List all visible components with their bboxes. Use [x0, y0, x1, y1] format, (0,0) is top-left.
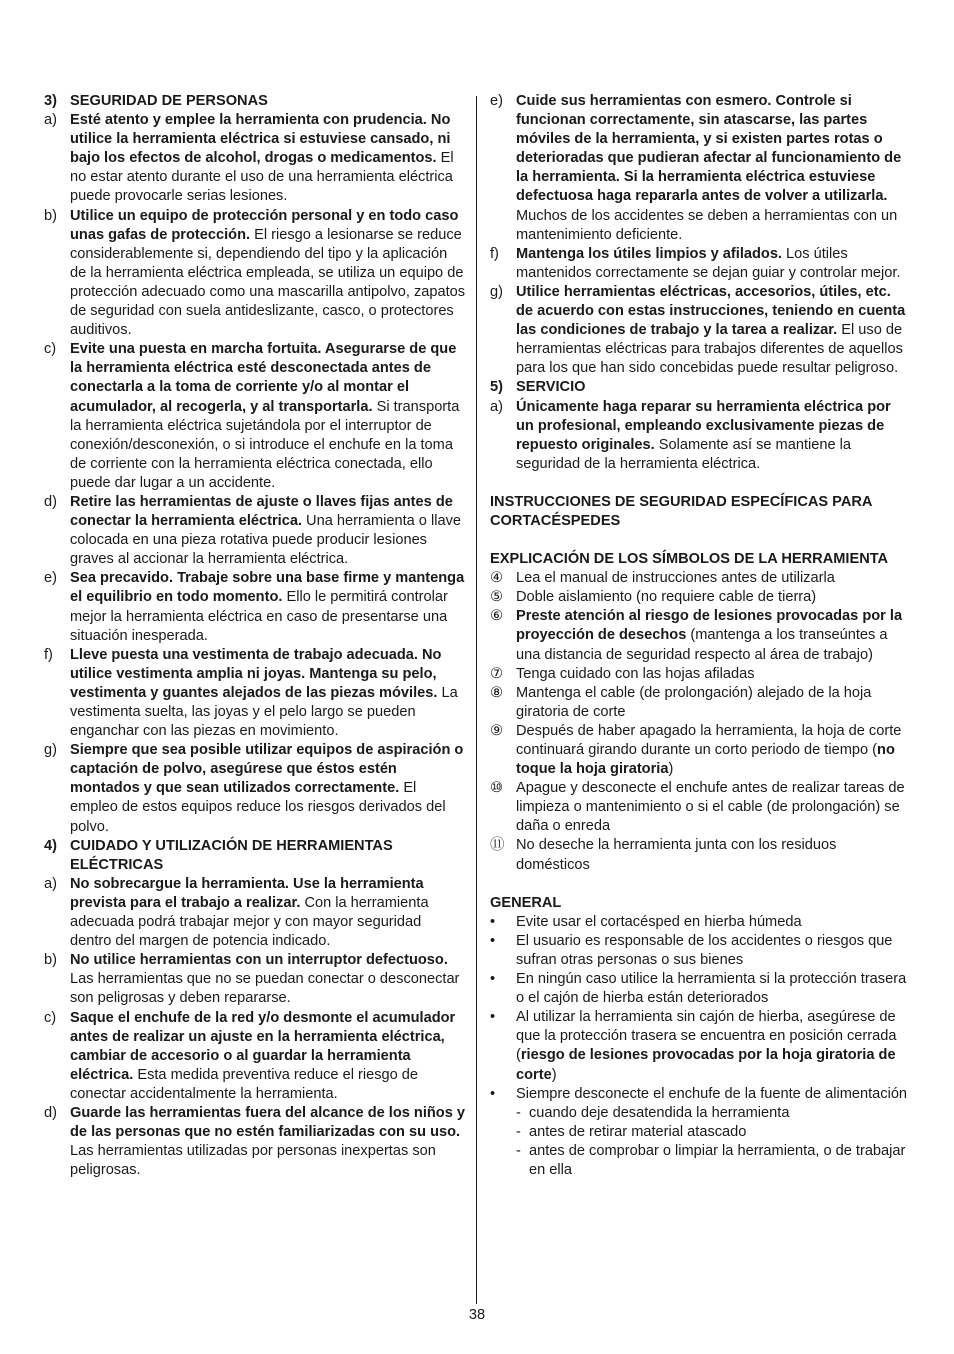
item-bold: Esté atento y emplee la herramienta con prudencia. No utilice la herramienta eléctrica si estuviese cansado, ni bajo los efectos de alcohol, drogas o medicamentos. [70, 112, 451, 167]
spacer [490, 474, 910, 493]
symbol-number: ⑧ [490, 684, 504, 701]
item-body: Con la herramienta adecuada podrá trabajar mejor y con mayor seguridad dentro del margen de potencia indicado. [70, 894, 429, 950]
bullet-item [490, 1008, 910, 1084]
item-label: e) [44, 570, 57, 587]
bullet-text: En ningún caso utilice la herramienta si la protección trasera o el cajón de hierba están deteriorados [516, 971, 907, 1007]
item-label: c) [44, 1009, 57, 1026]
dash: - [516, 1123, 521, 1140]
bullet-item [490, 1085, 910, 1104]
symbol-text: Mantenga el cable (de prolongación) alejado de la hoja giratoria de corte [516, 684, 872, 720]
symbol-item [490, 588, 910, 607]
section-title: SERVICIO [516, 379, 586, 396]
item-text [70, 1104, 466, 1180]
list-item [44, 741, 466, 836]
item-text [70, 741, 466, 836]
dash-text: antes de retirar material atascado [529, 1123, 747, 1140]
list-item [490, 398, 910, 474]
list-item [490, 245, 910, 283]
bullet-text [516, 1008, 910, 1084]
left-column [44, 92, 466, 1180]
symbol-text: No deseche la herramienta junta con los residuos domésticos [516, 837, 837, 873]
item-label: a) [44, 875, 57, 892]
item-body: El riesgo a lesionarse se reduce considerablemente si, dependiendo del tipo y la aplicación de la herramienta eléctrica empleada, se utiliza un equipo de protección adecuado como una mascarilla antipolvo, zapatos de seguridad con suela antideslizante, casco, o protectores auditivos. [70, 226, 466, 339]
symbol-number: ⑪ [490, 837, 505, 854]
symbol-bold: no toque la hoja giratoria [516, 742, 895, 778]
list-item [44, 1104, 466, 1180]
item-body: Esta medida preventiva reduce el riesgo de conectar accidentalmente la herramienta. [70, 1066, 419, 1102]
symbol-item [490, 836, 910, 874]
item-label: g) [490, 283, 503, 300]
symbol-number: ⑦ [490, 665, 504, 682]
item-body: El uso de herramientas eléctricas para trabajos diferentes de aquellos para los que han sido concebidas puede resultar peligroso. [516, 322, 903, 377]
item-bold: Utilice un equipo de protección personal y en todo caso unas gafas de protección. [70, 207, 459, 243]
symbol-text: Tenga cuidado con las hojas afiladas [516, 665, 755, 682]
item-body: El no estar atento durante el uso de una herramienta eléctrica puede provocarle serias lesiones. [70, 150, 454, 205]
list-item [44, 646, 466, 741]
item-label: b) [44, 207, 57, 224]
symbol-number: ⑩ [490, 780, 504, 797]
item-text [516, 245, 910, 283]
list-item [44, 340, 466, 493]
symbols-heading: EXPLICACIÓN DE LOS SÍMBOLOS DE LA HERRAMIENTA [490, 551, 889, 568]
item-text [70, 1009, 466, 1104]
symbol-item [490, 684, 910, 722]
symbol-body: (mantenga a los transeúntes a una distancia de seguridad respecto al área de trabajo) [516, 627, 888, 663]
item-text [70, 493, 466, 569]
list-item [490, 92, 910, 245]
item-body: Muchos de los accidentes se deben a herramientas con un mantenimiento deficiente. [516, 207, 898, 243]
section-3-heading [44, 92, 466, 111]
item-body: Las herramientas que no se puedan conectar o desconectar son peligrosas y deben repararse. [70, 971, 460, 1007]
bullet: • [490, 1009, 496, 1026]
item-bold: Saque el enchufe de la red y/o desmonte el acumulador antes de realizar un ajuste en la herramienta eléctrica, cambiar de accesorio o al guardar la herramienta eléctrica. [70, 1009, 456, 1083]
item-bold: Siempre que sea posible utilizar equipos de aspiración o captación de polvo, asegúrese que éstos estén montados y que sean utilizados correctamente. [70, 742, 464, 797]
section-5-heading [490, 378, 910, 397]
dash-item [490, 1123, 910, 1142]
item-body: Ello le permitirá controlar mejor la herramienta eléctrica en caso de presentarse una situación inesperada. [70, 589, 448, 644]
column-divider [476, 96, 477, 1304]
list-item [44, 207, 466, 341]
list-item [490, 283, 910, 378]
bullet-bold: riesgo de lesiones provocadas por la hoja giratoria de corte [516, 1047, 896, 1083]
symbol-bold: Preste atención al riesgo de lesiones provocadas por la proyección de desechos [516, 608, 903, 644]
bullet-body: Al utilizar la herramienta sin cajón de hierba, asegúrese de que la protección trasera se encuentra en posición cerrada ( [516, 1009, 897, 1064]
page-number: 38 [468, 1307, 486, 1323]
item-body: El empleo de estos equipos reduce los riesgos derivados del polvo. [70, 780, 446, 835]
item-label: f) [490, 245, 499, 262]
symbol-body-end: ) [668, 761, 674, 778]
list-item [44, 569, 466, 645]
bullet-body-end: ) [551, 1066, 557, 1083]
item-bold: Guarde las herramientas fuera del alcance de los niños y de las personas que no estén familiarizadas con su uso. [70, 1104, 466, 1141]
bullet-text: El usuario es responsable de los accidentes o riesgos que sufran otras personas o sus bienes [516, 932, 893, 968]
bullet-item [490, 913, 910, 932]
item-text [70, 569, 466, 645]
item-label: a) [490, 398, 503, 415]
item-bold: Únicamente haga reparar su herramienta eléctrica por un profesional, empleando exclusivamente piezas de repuesto originales. [516, 398, 891, 453]
symbol-text: Lea el manual de instrucciones antes de utilizarla [516, 570, 835, 587]
item-label: d) [44, 493, 57, 510]
spacer [490, 875, 910, 894]
item-body: Las herramientas utilizadas por personas inexpertas son peligrosas. [70, 1143, 436, 1179]
bullet-item [490, 932, 910, 970]
item-text [70, 646, 466, 741]
section-4-heading [44, 837, 466, 875]
bullet: • [490, 913, 496, 930]
list-item [44, 1009, 466, 1104]
item-label: b) [44, 952, 57, 969]
item-bold: Lleve puesta una vestimenta de trabajo adecuada. No utilice vestimenta amplia ni joyas. Mantenga su pelo, vestimenta y guantes alejados de las piezas móviles. [70, 646, 442, 701]
list-item [44, 951, 466, 1008]
section-number: 5) [490, 379, 503, 396]
symbol-text [516, 607, 910, 664]
item-text [516, 92, 910, 245]
bullet: • [490, 971, 496, 988]
spacer [490, 531, 910, 550]
dash-text: cuando deje desatendida la herramienta [529, 1104, 790, 1121]
item-text [70, 875, 466, 951]
specific-instructions-heading: INSTRUCCIONES DE SEGURIDAD ESPECÍFICAS PARA CORTACÉSPEDES [490, 493, 872, 529]
symbol-item [490, 722, 910, 779]
item-label: f) [44, 646, 53, 663]
dash-text: antes de comprobar o limpiar la herramienta, o de trabajar en ella [529, 1142, 906, 1178]
item-text [70, 207, 466, 341]
item-text [516, 283, 910, 378]
item-label: d) [44, 1104, 57, 1121]
bullet-text: Evite usar el cortacésped en hierba húmeda [516, 913, 802, 930]
item-text [516, 398, 910, 474]
item-bold: No sobrecargue la herramienta. Use la herramienta prevista para el trabajo a realizar. [70, 875, 424, 911]
item-body: Una herramienta o llave colocada en una pieza rotativa puede producir lesiones graves al accionar la herramienta eléctrica. [70, 513, 461, 568]
item-body: Si transporta la herramienta eléctrica sujetándola por el interruptor de conexión/desconexión, o si introduce el enchufe en la toma de corriente con la herramienta eléctrica conectada, ello puede dar lugar a un accidente. [70, 398, 460, 491]
item-label: a) [44, 112, 57, 129]
section-number: 3) [44, 93, 57, 109]
symbol-number: ⑤ [490, 589, 504, 606]
item-bold: Mantenga los útiles limpios y afilados. [516, 245, 782, 262]
section-title: CUIDADO Y UTILIZACIÓN DE HERRAMIENTAS ELÉCTRICAS [70, 837, 393, 873]
symbol-number: ⑨ [490, 722, 504, 739]
list-item [44, 875, 466, 951]
symbol-item [490, 569, 910, 588]
bullet: • [490, 1085, 496, 1102]
item-body: Solamente así se mantiene la seguridad de la herramienta eléctrica. [516, 436, 852, 472]
item-text [70, 951, 466, 1008]
symbol-body: Después de haber apagado la herramienta, la hoja de corte continuará girando durante un corto periodo de tiempo ( [516, 722, 902, 758]
list-item [44, 493, 466, 569]
symbol-item [490, 665, 910, 684]
dash: - [516, 1142, 521, 1159]
item-text [70, 340, 466, 493]
dash: - [516, 1104, 521, 1121]
list-item [44, 111, 466, 206]
dash-item [490, 1104, 910, 1123]
item-body: La vestimenta suelta, las joyas y el pelo largo se pueden enganchar con las piezas en movimiento. [70, 684, 458, 740]
symbol-item [490, 607, 910, 664]
item-bold: Cuide sus herramientas con esmero. Controle si funcionan correctamente, sin atascarse, las partes móviles de la herramienta, y si existen partes rotas o deterioradas que pudieran afectar al funcionamiento de la herramienta. Si la herramienta eléctrica estuviese defectuosa haga repararla antes de volver a utilizarla. [516, 93, 902, 205]
item-bold: Retire las herramientas de ajuste o llaves fijas antes de conectar la herramienta eléctrica. [70, 493, 453, 530]
symbol-number: ④ [490, 570, 504, 587]
item-body: Los útiles mantenidos correctamente se dejan guiar y controlar mejor. [516, 245, 901, 281]
dash-item [490, 1142, 910, 1180]
symbol-text [516, 722, 910, 779]
item-label: e) [490, 93, 503, 109]
section-number: 4) [44, 837, 57, 854]
symbol-text: Doble aislamiento (no requiere cable de tierra) [516, 589, 817, 606]
item-bold: Utilice herramientas eléctricas, accesorios, útiles, etc. de acuerdo con estas instrucciones, teniendo en cuenta las condiciones de trabajo y la tarea a realizar. [516, 283, 906, 339]
bullet-item [490, 970, 910, 1008]
item-bold: Sea precavido. Trabaje sobre una base firme y mantenga el equilibrio en todo momento. [70, 570, 465, 606]
item-text [70, 111, 466, 206]
item-label: c) [44, 341, 57, 358]
bullet: • [490, 932, 496, 949]
item-bold: Evite una puesta en marcha fortuita. Asegurarse de que la herramienta eléctrica esté desconectada antes de conectarla a la toma de corriente y/o al montar el acumulador, al recogerla, y al transportarla. [70, 341, 457, 415]
general-heading: GENERAL [490, 894, 562, 911]
symbol-text: Apague y desconecte el enchufe antes de realizar tareas de limpieza o mantenimiento o si el cable (de prolongación) se daña o enreda [516, 780, 905, 835]
item-bold: No utilice herramientas con un interruptor defectuoso. [70, 952, 448, 969]
right-column [490, 92, 910, 1180]
section-title: SEGURIDAD DE PERSONAS [70, 93, 268, 109]
symbol-item [490, 779, 910, 836]
bullet-text: Siempre desconecte el enchufe de la fuente de alimentación [516, 1085, 908, 1102]
item-label: g) [44, 742, 57, 759]
symbol-number: ⑥ [490, 608, 504, 625]
